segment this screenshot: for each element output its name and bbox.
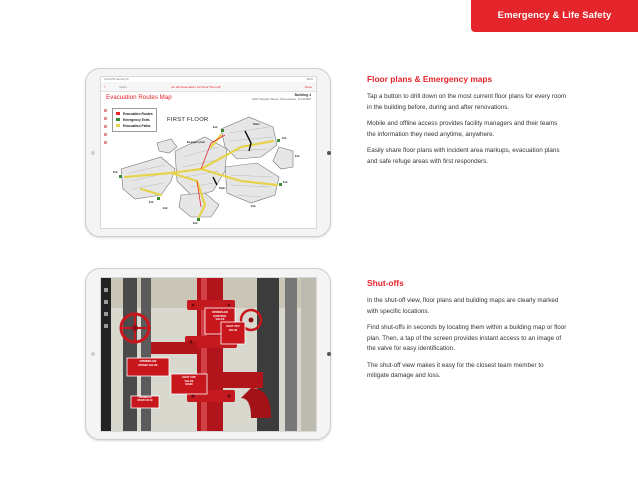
floor-label: FIRST FLOOR [167, 117, 209, 123]
section-paragraph: Easily share floor plans with incident area markups, evacuation plans and safe refuge areas with first responders. [367, 147, 560, 165]
section-title: Shut-offs [367, 278, 404, 288]
tablet-floor-plan [85, 68, 331, 237]
tablet-shut-off [85, 268, 331, 440]
status-battery: 100% [306, 78, 313, 81]
legend-label: Emergency Exits [123, 118, 150, 122]
header-tab [471, 0, 638, 32]
valve-tag: SHUT OFF VALVE MAIN [182, 375, 196, 387]
map-label: Exit [251, 205, 256, 208]
done-button[interactable]: Done [304, 85, 312, 89]
home-button[interactable] [327, 352, 331, 356]
section-paragraph: The shut-off view makes it easy for the closest team member to mitigate damage and loss. [367, 361, 544, 379]
valve-photo[interactable] [101, 278, 316, 431]
section-paragraph: Find shut-offs in seconds by locating them within a building map or floor plan. Then, a tap of the screen provides instant access to an image of the valve for easy identification. [367, 324, 567, 352]
map-label: Exit [295, 155, 300, 158]
camera-dot [91, 352, 95, 356]
building-name: Building 4 [294, 93, 311, 97]
status-time: 12:00 PM Sat Aug 15 [104, 78, 129, 81]
tool-icon[interactable] [104, 324, 108, 328]
section-floor-plans [367, 74, 567, 173]
tool-icon[interactable] [104, 288, 108, 292]
map-legend [112, 108, 157, 132]
valve-tag: SHUT OFF VALVE [226, 325, 240, 332]
section-paragraph: Mobile and offline access provides facility managers and their teams the information they need anytime, anywhere. [367, 120, 558, 138]
map-label: Exit [283, 181, 288, 184]
share-button[interactable]: Share [119, 85, 128, 89]
valve-tag: SPRINKLER CONTROL VALVE [211, 310, 229, 322]
section-paragraph: In the shut-off view, floor plans and building maps are clearly marked with specific locations. [367, 297, 559, 315]
legend-swatch [116, 118, 120, 121]
building-address: 1000 Sample Street, Somewhere, CA 90000 [251, 97, 311, 101]
map-label: Exit [213, 126, 218, 129]
tool-icon[interactable] [104, 300, 108, 304]
section-shut-offs [367, 278, 567, 388]
map-label: Exit [149, 201, 154, 204]
floor-plan-map[interactable] [101, 77, 316, 228]
floor-plan-screen [100, 76, 317, 229]
photo-toolbar [101, 278, 111, 431]
header-tab-label: Emergency & Life Safety [497, 10, 612, 21]
back-button[interactable]: ‹ [104, 84, 106, 89]
map-label: Stairs [253, 123, 260, 126]
home-button[interactable] [327, 151, 331, 155]
map-label: Exit [282, 137, 287, 140]
legend-swatch [116, 112, 120, 115]
map-label: Exit [163, 207, 168, 210]
legend-label: Evacuation Routes [123, 112, 153, 116]
map-label: Stairs [219, 187, 226, 190]
map-label: Exit [193, 222, 198, 225]
legend-swatch [116, 124, 120, 127]
legend-row [115, 123, 154, 129]
tool-icon[interactable] [104, 312, 108, 316]
section-title: Floor plans & Emergency maps [367, 74, 493, 84]
camera-dot [91, 151, 95, 155]
legend-label: Evacuation Paths [123, 124, 151, 128]
valve-tag: SPRINKLER DRAIN VALVE [138, 359, 158, 367]
shut-off-screen [100, 277, 317, 432]
valve-tag: SPRINKLER DRAIN VALVE [137, 397, 153, 402]
map-title: Evacuation Routes Map [106, 94, 172, 101]
map-label: Exit [113, 171, 118, 174]
file-name: 41-120 Evacuation 1st Floor Plan.pdf [171, 85, 221, 89]
map-label: Emergency Exit [187, 141, 205, 144]
section-paragraph: Tap a button to drill down on the most current floor plans for every room in the building before, during and after renovations. [367, 93, 567, 111]
